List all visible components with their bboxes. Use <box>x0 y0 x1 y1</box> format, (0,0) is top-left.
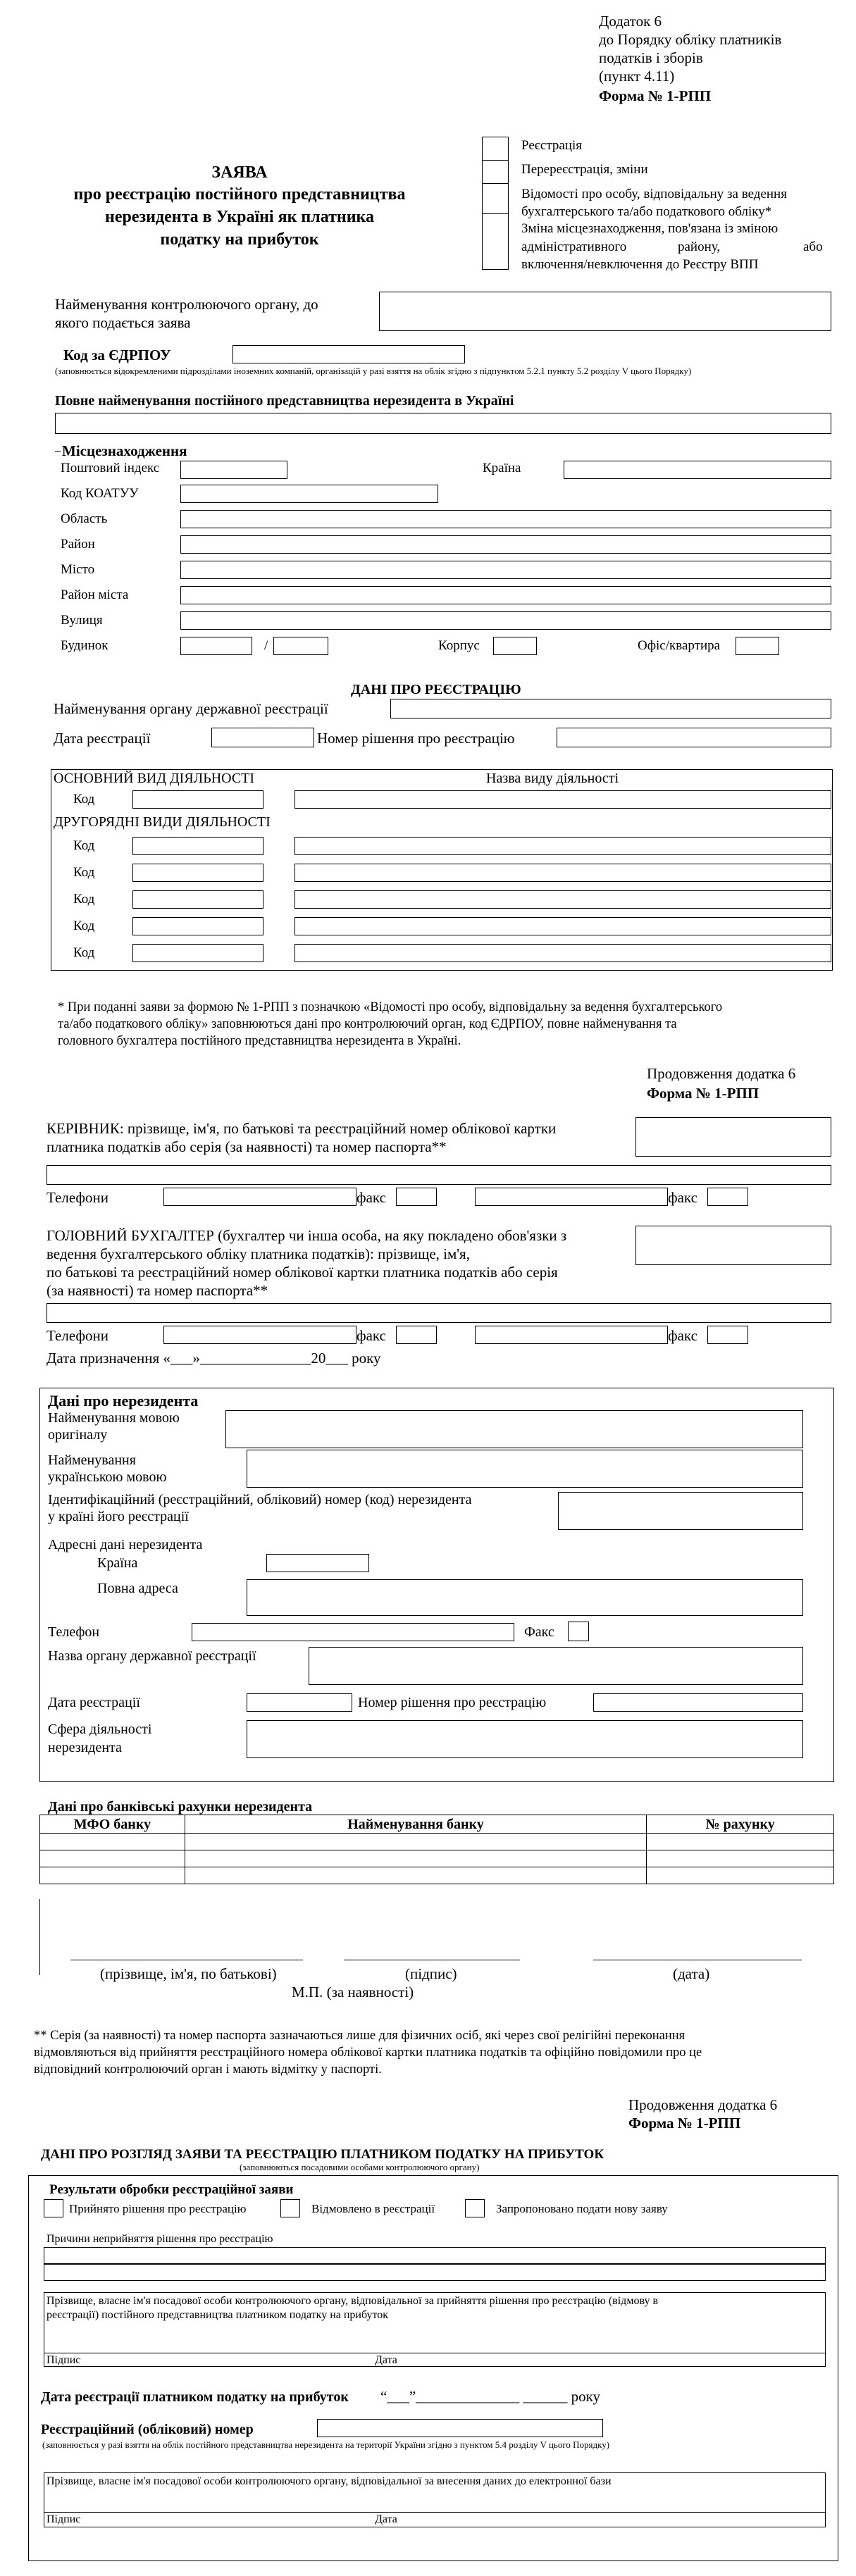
postal-code-field[interactable] <box>180 461 287 479</box>
nr-reg-date-label: Дата реєстрації <box>48 1695 140 1710</box>
main-activity-title: ОСНОВНИЙ ВИД ДІЯЛЬНОСТІ <box>54 771 255 786</box>
district-label: Район <box>61 537 95 552</box>
name-original-label-1: Найменування мовою <box>48 1410 180 1426</box>
proposed-checkbox[interactable] <box>465 2199 485 2217</box>
nr-reg-number-field[interactable] <box>593 1693 803 1712</box>
accountant-info-label-2: бухгалтерського та/або податкового обліку* <box>521 204 772 219</box>
secondary-activity-code-field[interactable] <box>132 837 263 855</box>
name-sign-caption: (прізвище, ім'я, по батькові) <box>100 1965 277 1982</box>
koatuu-label: Код КОАТУУ <box>61 486 139 501</box>
accountant-info-checkbox[interactable] <box>482 183 509 217</box>
bank-mfo-cell[interactable] <box>40 1867 185 1884</box>
footnote-1-line-2: та/або податкового обліку» заповнюються дані про контролюючий орган, код ЄДРПОУ, повне найменування та <box>58 1017 677 1031</box>
nr-reg-authority-field[interactable] <box>309 1647 803 1685</box>
city-label: Місто <box>61 562 95 577</box>
title-line-4: податку на прибуток <box>160 230 319 249</box>
data-entry-official-divider <box>44 2512 826 2513</box>
registration-data-title: ДАНІ ПРО РЕЄСТРАЦІЮ <box>351 682 521 697</box>
corpus-label: Корпус <box>438 638 480 653</box>
nr-country-label: Країна <box>97 1555 138 1571</box>
refusal-reasons-field-2[interactable] <box>44 2264 826 2281</box>
location-change-label-1: Зміна місцезнаходження, пов'язана із зміною <box>521 221 779 236</box>
name-ukrainian-label-2: українською мовою <box>48 1469 167 1485</box>
manager-phone-2-field[interactable] <box>475 1188 668 1206</box>
name-original-field[interactable] <box>225 1410 803 1448</box>
continuation-1-title: Продовження додатка 6 <box>647 1065 796 1082</box>
data-entry-date-label: Дата <box>375 2513 397 2525</box>
bank-row <box>40 1834 834 1850</box>
non-resident-title: Дані про нерезидента <box>48 1392 199 1410</box>
name-original-label-2: оригіналу <box>48 1427 108 1443</box>
nr-reg-authority-label: Назва органу державної реєстрації <box>48 1648 256 1664</box>
reg-number-note: (заповнюється у разі взяття на облік постійного представництва нерезидента на території України згідно з пунктом 5.4 розділу V цього Порядку) <box>42 2439 610 2450</box>
location-change-label-3: включення/невключення до Реєстру ВПП <box>521 257 759 272</box>
proposed-label: Запропоновано подати нову заяву <box>496 2202 668 2215</box>
nr-reg-date-field[interactable] <box>247 1693 352 1712</box>
manager-label-2: платника податків або серія (за наявності) та номер паспорта** <box>46 1138 447 1155</box>
review-title: ДАНІ ПРО РОЗГЛЯД ЗАЯВИ ТА РЕЄСТРАЦІЮ ПЛАТНИКОМ ПОДАТКУ НА ПРИБУТОК <box>41 2147 604 2162</box>
secondary-activity-code-field[interactable] <box>132 890 263 909</box>
reg-date-label: Дата реєстрації <box>54 730 151 747</box>
header-clause: (пункт 4.11) <box>599 68 675 85</box>
decision-sign-label: Підпис <box>46 2354 81 2366</box>
data-entry-official-label: Прізвище, власне ім'я посадової особи контролюючого органу, відповідальної за внесення даних до електронної бази <box>46 2475 612 2487</box>
city-field[interactable] <box>180 561 831 579</box>
region-label: Область <box>61 511 108 526</box>
edrpou-field[interactable] <box>232 345 465 363</box>
location-title: Місцезнаходження <box>62 442 187 459</box>
continuation-2-title: Продовження додатка 6 <box>628 2096 778 2113</box>
location-title-rule <box>55 451 61 452</box>
city-district-field[interactable] <box>180 586 831 604</box>
region-field[interactable] <box>180 510 831 528</box>
accountant-name-field[interactable] <box>46 1303 831 1323</box>
office-label: Офіс/квартира <box>638 638 721 653</box>
building-field[interactable] <box>180 637 252 655</box>
bank-account-header: № рахунку <box>647 1815 834 1834</box>
accountant-info-label-1: Відомості про особу, відповідальну за ведення <box>521 187 787 201</box>
secondary-activity-name-field[interactable] <box>294 837 831 855</box>
name-ukrainian-label-1: Найменування <box>48 1452 136 1468</box>
nr-full-address-field[interactable] <box>247 1579 803 1616</box>
continuation-1-form: Форма № 1-РПП <box>647 1085 759 1102</box>
non-resident-id-label-2: у країні його реєстрації <box>48 1509 189 1524</box>
refusal-reasons-field-1[interactable] <box>44 2247 826 2264</box>
country-field[interactable] <box>564 461 831 479</box>
footnote-1-line-1: * При поданні заяви за формою № 1-РПП з позначкою «Відомості про особу, відповідальну за ведення бухгалтерського <box>58 1000 723 1014</box>
office-field[interactable] <box>736 637 779 655</box>
bank-name-cell[interactable] <box>185 1834 646 1850</box>
footnote-1-line-3: головного бухгалтера постійного представництва нерезидента в Україні. <box>58 1034 461 1048</box>
bank-account-cell[interactable] <box>647 1867 834 1884</box>
secondary-activity-code-label: Код <box>73 838 95 853</box>
bank-name-cell[interactable] <box>185 1867 646 1884</box>
header-taxes: податків і зборів <box>599 49 703 66</box>
accepted-checkbox[interactable] <box>44 2199 63 2217</box>
accountant-label-1: ГОЛОВНИЙ БУХГАЛТЕР (бухгалтер чи інша особа, на яку покладено обов'язки з <box>46 1227 567 1244</box>
country-label: Країна <box>483 461 521 475</box>
non-resident-id-field[interactable] <box>558 1492 803 1530</box>
accepted-label: Прийнято рішення про реєстрацію <box>69 2202 247 2215</box>
manager-phone-1-field[interactable] <box>163 1188 356 1206</box>
control-authority-label-2: якого подається заява <box>55 314 191 331</box>
secondary-activity-code-field[interactable] <box>132 917 263 935</box>
bank-name-header: Найменування банку <box>185 1815 646 1834</box>
location-change-label-2b: району, <box>678 239 721 254</box>
building-slash: / <box>264 638 268 653</box>
nr-phone-field[interactable] <box>192 1623 514 1641</box>
accountant-label-4: (за наявності) та номер паспорта** <box>46 1282 268 1299</box>
header-order: до Порядку обліку платників <box>599 31 782 48</box>
refusal-reasons-label: Причини неприйняття рішення про реєстрацію <box>46 2233 273 2245</box>
footnote-2-line-2: відмовляються від прийняття реєстраційного номера облікової картки платника податків та офіційно повідомили про це <box>34 2046 702 2060</box>
title-line-3: нерезидента в Україні як платника <box>105 208 374 226</box>
refused-checkbox[interactable] <box>280 2199 300 2217</box>
street-label: Вулиця <box>61 613 103 628</box>
building-label: Будинок <box>61 638 108 653</box>
taxpayer-reg-date-label: Дата реєстрації платником податку на прибуток <box>41 2389 349 2405</box>
nr-sphere-field[interactable] <box>247 1720 803 1758</box>
control-authority-field[interactable] <box>379 292 831 331</box>
bank-mfo-cell[interactable] <box>40 1834 185 1850</box>
full-name-label: Повне найменування постійного представництва нерезидента в Україні <box>55 393 514 409</box>
continuation-2-form: Форма № 1-РПП <box>628 2115 741 2132</box>
secondary-activity-code-field[interactable] <box>132 944 263 962</box>
city-district-label: Район міста <box>61 587 129 602</box>
bank-accounts-table <box>39 1815 834 1884</box>
review-subtitle: (заповнюються посадовими особами контролюючого органу) <box>240 2162 480 2172</box>
main-activity-code-field[interactable] <box>132 790 263 809</box>
header-appendix: Додаток 6 <box>599 13 662 30</box>
secondary-activity-code-label: Код <box>73 892 95 907</box>
nr-full-address-label: Повна адреса <box>97 1581 178 1596</box>
accountant-fax-1-label: факс <box>356 1327 386 1344</box>
manager-id-field[interactable] <box>635 1117 831 1157</box>
edrpou-label: Код за ЄДРПОУ <box>63 347 171 363</box>
decision-official-label-2: реєстрації) постійного представництва платником податку на прибуток <box>46 2309 389 2321</box>
secondary-activity-name-field[interactable] <box>294 890 831 909</box>
corpus-field[interactable] <box>493 637 537 655</box>
secondary-activities-title: ДРУГОРЯДНІ ВИДИ ДІЯЛЬНОСТІ <box>54 814 271 830</box>
bank-mfo-header: МФО банку <box>40 1815 185 1834</box>
accountant-fax-2-field[interactable] <box>707 1326 748 1344</box>
secondary-activity-name-field[interactable] <box>294 864 831 882</box>
bank-accounts-title: Дані про банківські рахунки нерезидента <box>48 1799 313 1815</box>
address-data-label: Адресні дані нерезидента <box>48 1537 203 1553</box>
manager-phones-label: Телефони <box>46 1189 108 1206</box>
manager-label-1: КЕРІВНИК: прізвище, ім'я, по батькові та реєстраційний номер облікової картки <box>46 1120 557 1137</box>
street-field[interactable] <box>180 611 831 630</box>
control-authority-label-1: Найменування контролюючого органу, до <box>55 296 318 313</box>
reg-number-label: Номер рішення про реєстрацію <box>317 730 515 747</box>
manager-fax-2-field[interactable] <box>707 1188 748 1206</box>
taxpayer-reg-date-field[interactable]: “___”______________ ______ року <box>380 2388 601 2405</box>
refused-label: Відмовлено в реєстрації <box>311 2202 435 2215</box>
main-activity-name-field[interactable] <box>294 790 831 809</box>
nr-reg-number-label: Номер рішення про реєстрацію <box>358 1695 547 1710</box>
manager-name-field[interactable] <box>46 1165 831 1185</box>
reg-date-field[interactable] <box>211 728 314 747</box>
signature-frame-left <box>39 1899 40 1975</box>
title-line-2: про реєстрацію постійного представництва <box>73 185 406 204</box>
manager-fax-1-label: факс <box>356 1189 386 1206</box>
nr-sphere-label-1: Сфера діяльності <box>48 1722 152 1737</box>
bank-mfo-cell[interactable] <box>40 1850 185 1867</box>
location-change-checkbox[interactable] <box>482 213 509 270</box>
accountant-label-3: по батькові та реєстраційний номер облікової картки платника податків або серія <box>46 1264 558 1281</box>
appointment-date[interactable]: Дата призначення «___»_______________20___ року <box>46 1350 381 1367</box>
accountant-fax-1-field[interactable] <box>396 1326 437 1344</box>
main-activity-code-label: Код <box>73 792 95 807</box>
postal-code-label: Поштовий індекс <box>61 461 160 475</box>
reg-number-label: Реєстраційний (обліковий) номер <box>41 2422 254 2437</box>
nr-sphere-label-2: нерезидента <box>48 1740 122 1755</box>
name-ukrainian-field[interactable] <box>247 1450 803 1488</box>
secondary-activity-code-label: Код <box>73 945 95 960</box>
nr-fax-label: Факс <box>524 1624 554 1640</box>
secondary-activity-code-label: Код <box>73 865 95 880</box>
registration-label: Реєстрація <box>521 138 582 153</box>
activity-name-header: Назва виду діяльності <box>486 771 619 786</box>
decision-official-label-1: Прізвище, власне ім'я посадової особи контролюючого органу, відповідальної за прийняття рішення про реєстрацію (відмову в <box>46 2295 659 2307</box>
accountant-id-field[interactable] <box>635 1226 831 1265</box>
manager-fax-2-label: факс <box>668 1189 697 1206</box>
accountant-label-2: ведення бухгалтерського обліку платника податків): прізвище, ім'я, <box>46 1245 470 1262</box>
location-change-label-2a: адміністративного <box>521 239 627 254</box>
reg-authority-label: Найменування органу державної реєстрації <box>54 700 328 717</box>
secondary-activity-code-field[interactable] <box>132 864 263 882</box>
processing-results-title: Результати обробки реєстраційної заяви <box>49 2182 294 2197</box>
footnote-2-line-3: відповідний контролюючий орган і мають відмітку у паспорті. <box>34 2062 382 2077</box>
secondary-activity-name-field[interactable] <box>294 917 831 935</box>
reg-number-field[interactable] <box>557 728 831 747</box>
accountant-fax-2-label: факс <box>668 1327 697 1344</box>
nr-fax-field[interactable] <box>568 1622 589 1641</box>
non-resident-id-label-1: Ідентифікаційний (реєстраційний, обліковий) номер (код) нерезидента <box>48 1492 472 1507</box>
full-name-field[interactable] <box>55 413 831 434</box>
reregistration-label: Перереєстрація, зміни <box>521 162 648 177</box>
manager-fax-1-field[interactable] <box>396 1188 437 1206</box>
bank-account-cell[interactable] <box>647 1850 834 1867</box>
accountant-phones-label: Телефони <box>46 1327 108 1344</box>
accountant-phone-1-field[interactable] <box>163 1326 356 1344</box>
signature-caption: (підпис) <box>405 1965 457 1982</box>
reg-number-field[interactable] <box>317 2419 603 2437</box>
edrpou-note: (заповнюється відокремленими підрозділами іноземних компаній, організацій у разі взяття на облік згідно з підпунктом 5.2.1 пункту 5.2 розділу V цього Порядку) <box>55 366 692 376</box>
nr-country-field[interactable] <box>266 1554 369 1572</box>
reg-authority-field[interactable] <box>390 699 831 718</box>
date-sign-caption: (дата) <box>673 1965 710 1982</box>
nr-phone-label: Телефон <box>48 1624 100 1640</box>
bank-row <box>40 1850 834 1867</box>
header-form-number: Форма № 1-РПП <box>599 87 712 104</box>
location-change-label-2c: або <box>803 239 823 254</box>
building-fraction-field[interactable] <box>273 637 328 655</box>
footnote-2-line-1: ** Серія (за наявності) та номер паспорта зазначаються лише для фізичних осіб, які через свої релігійні переконання <box>34 2029 686 2043</box>
district-field[interactable] <box>180 535 831 554</box>
decision-date-label: Дата <box>375 2354 397 2366</box>
title-line-1: ЗАЯВА <box>211 163 268 182</box>
accountant-phone-2-field[interactable] <box>475 1326 668 1344</box>
koatuu-field[interactable] <box>180 485 438 503</box>
bank-row <box>40 1867 834 1884</box>
bank-name-cell[interactable] <box>185 1850 646 1867</box>
bank-account-cell[interactable] <box>647 1834 834 1850</box>
secondary-activity-code-label: Код <box>73 919 95 933</box>
seal-caption: М.П. (за наявності) <box>292 1984 414 2001</box>
secondary-activity-name-field[interactable] <box>294 944 831 962</box>
data-entry-sign-label: Підпис <box>46 2513 81 2525</box>
